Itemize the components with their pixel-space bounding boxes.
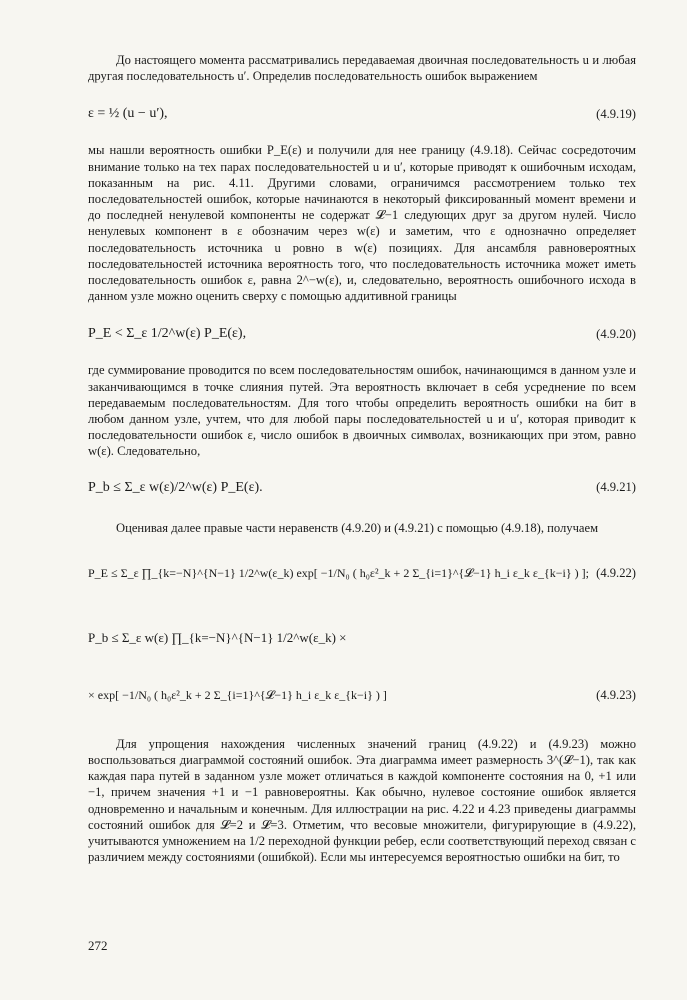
paragraph-state-diagram: Для упрощения нахождения численных значений границ (4.9.22) и (4.9.23) можно воспользоваться диаграммой состояний ошибок. Эта диаграмма имеет размерность 3^(𝓛−1), так как каждая пара путей в заданном узле может отличаться в каждой компоненте состояния на 0, +1 или −1, причем значения +1 и −1 равновероятны. Как обычно, нулевое состояние ошибок является одновременно и начальным и конечным. Для иллюстрации на рис. 4.22 и 4.23 приведены диаграммы состояний ошибок для 𝓛=2 и 𝓛=3. Отметим, что весовые множители, фигурирующие в (4.9.22), учитываются умножением на 1/2 переходной функции ребер, если соответствующий переход связан с различием между состояниями (ошибкой). Если мы интересуемся вероятностью ошибки на бит, то xyxy=(88,736,636,865)
equation-number: (4.9.20) xyxy=(596,326,636,341)
equation-formula: P_b ≤ Σ_ε w(ε)/2^w(ε) P_E(ε). xyxy=(88,479,263,495)
equation-4-9-19 xyxy=(88,98,636,130)
equation-4-9-20 xyxy=(88,312,636,356)
equation-number: (4.9.19) xyxy=(596,106,636,121)
equation-formula: P_E ≤ Σ_ε ∏_{k=−N}^{N−1} 1/2^w(ε_k) exp[ −1/N₀ ( h₀ε²_k + 2 Σ_{i=1}^{𝓛−1} h_i ε_k ε_{k−i} ) ]; xyxy=(88,566,589,581)
equation-4-9-22 xyxy=(88,542,636,606)
paragraph-error-sequences: мы нашли вероятность ошибки P_E(ε) и получили для нее границу (4.9.18). Сейчас сосредоточим внимание только на тех парах последовательностей u и u′, которые приводят к ошибочным исходам, показанным на рис. 4.11. Другими словами, ограничимся рассмотрением только тех последовательностей ошибок, которые начинаются в некоторый фиксированный момент времени и до последней ненулевой компоненты не содержат 𝓛−1 следующих друг за другом нулей. Число ненулевых компонент в ε обозначим через w(ε) и заметим, что ε однозначно определяет последовательность источника u ровно в w(ε) позициях. Для ансамбля равновероятных последовательностей источника вероятность того, что последовательность источника может иметь последовательность ошибок ε, равна 2^−w(ε), и, следовательно, вероятность ошибочного исхода в данном узле можно оценить сверху с помощью аддитивной границы xyxy=(88,143,636,304)
equation-number: (4.9.23) xyxy=(596,688,636,703)
equation-formula-line1: P_b ≤ Σ_ε w(ε) ∏_{k=−N}^{N−1} 1/2^w(ε_k) × xyxy=(88,629,347,645)
equation-formula: ε = ½ (u − u′), xyxy=(88,106,168,122)
equation-number: (4.9.22) xyxy=(596,566,636,581)
page-number: 272 xyxy=(88,938,108,953)
equation-4-9-23 xyxy=(88,610,636,726)
equation-number: (4.9.21) xyxy=(596,480,636,495)
paragraph-summation: где суммирование проводится по всем последовательностям ошибок, начинающимся в данном узле и заканчивающимся в точке слияния путей. Эта вероятность включает в себя усреднение по всем передаваемым последовательностям. Для того чтобы определить вероятность ошибки на бит в любом данном узле, учтем, что для любой пары последовательностей u и u′, которая приводит к последовательности ошибок ε, число ошибок в двоичных символах, возникающих при этом, равно w(ε). Следовательно, xyxy=(88,363,636,459)
page-content xyxy=(88,52,636,865)
equation-4-9-21 xyxy=(88,466,636,510)
equation-formula-line2: × exp[ −1/N₀ ( h₀ε²_k + 2 Σ_{i=1}^{𝓛−1} h_i ε_k ε_{k−i} ) ] xyxy=(88,688,387,703)
paragraph-intro: До настоящего момента рассматривались передаваемая двоичная последовательность u и любая другая последовательность u′. Определив последовательность ошибок выражением xyxy=(88,53,636,84)
equation-formula: P_E < Σ_ε 1/2^w(ε) P_E(ε), xyxy=(88,326,247,342)
paragraph-evaluating: Оценивая далее правые части неравенств (4.9.20) и (4.9.21) с помощью (4.9.18), получаем xyxy=(116,520,599,535)
